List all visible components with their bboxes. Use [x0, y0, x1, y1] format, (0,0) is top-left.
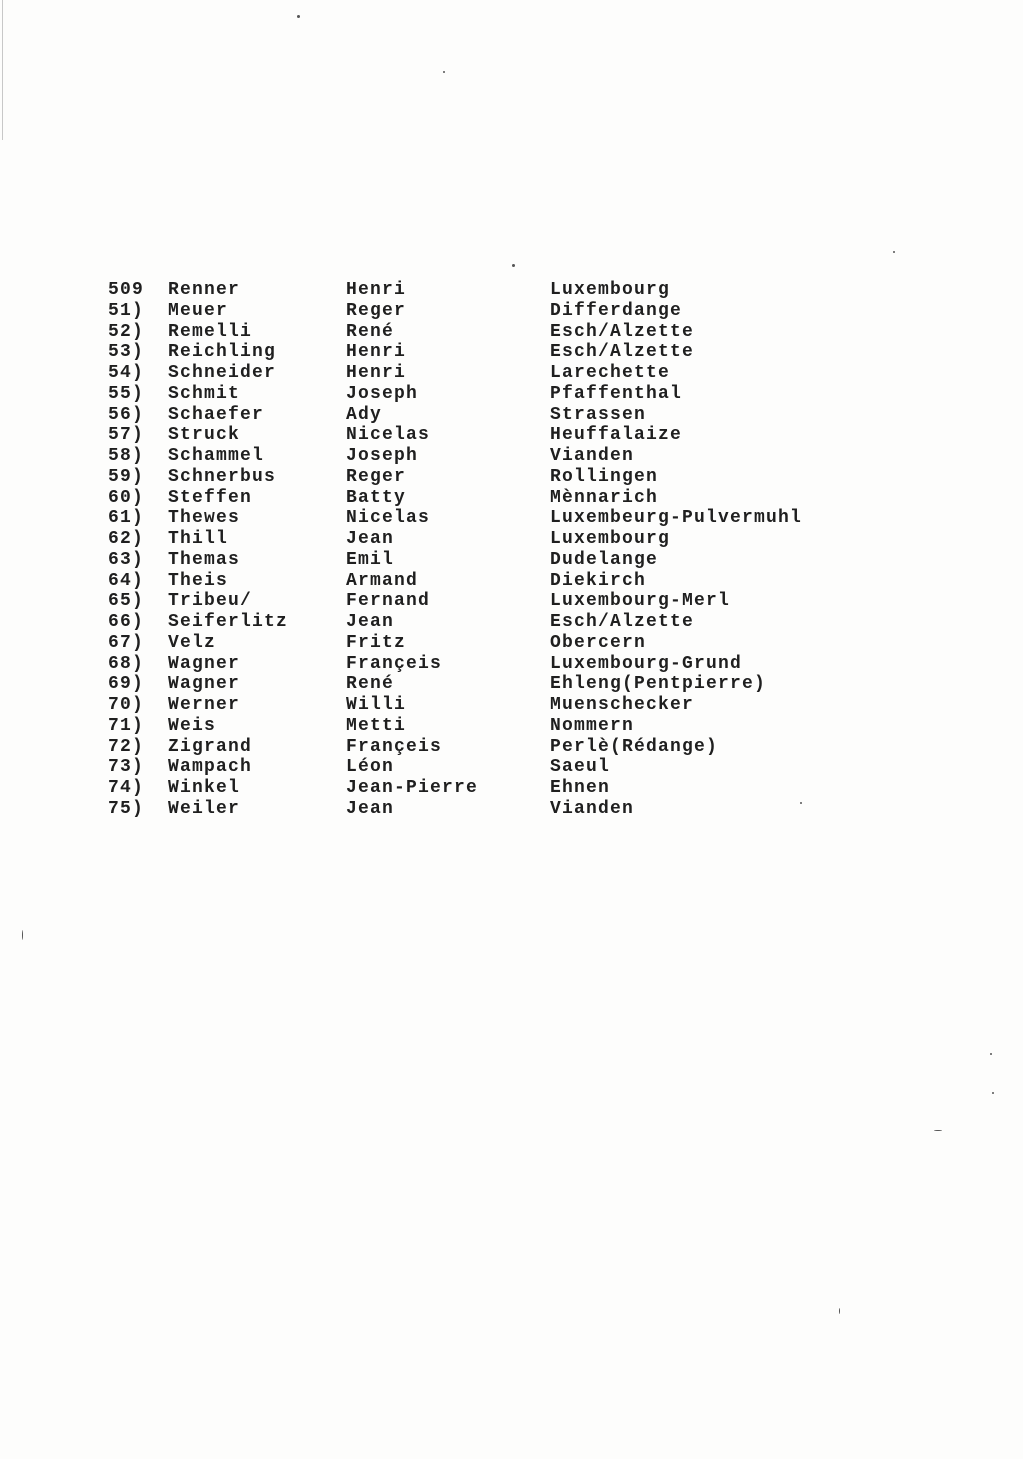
- scan-speck: [839, 1308, 840, 1314]
- entry-number: 52): [108, 321, 145, 342]
- entry-number: 72): [108, 736, 145, 757]
- entry-number: 74): [108, 778, 145, 798]
- entry-surname: Wampach: [168, 757, 253, 778]
- list-item: [108, 508, 828, 529]
- entry-surname: Thewes: [168, 508, 241, 529]
- entry-firstname: Jean: [346, 529, 395, 549]
- entry-firstname: Joseph: [346, 446, 419, 466]
- entry-firstname: Henri: [346, 363, 407, 383]
- entry-surname: Wagner: [168, 674, 241, 695]
- entry-place: Esch/Alzette: [550, 612, 695, 632]
- entry-number: 70): [108, 695, 145, 715]
- entry-place: Luxembourg: [550, 280, 671, 300]
- entry-firstname: René: [346, 674, 395, 695]
- list-item: [108, 488, 828, 509]
- scan-speck: [22, 930, 23, 940]
- entry-surname: Renner: [168, 280, 241, 300]
- entry-firstname: Batty: [346, 487, 407, 508]
- entry-surname: Velz: [168, 632, 217, 653]
- list-item: [108, 654, 828, 675]
- entry-place: Luxembourg: [550, 529, 671, 549]
- entry-firstname: Henri: [346, 342, 407, 363]
- entry-surname: Steffen: [168, 487, 253, 508]
- list-item: [108, 280, 828, 301]
- entry-surname: Remelli: [168, 321, 253, 342]
- entry-place: Muenschecker: [550, 695, 695, 715]
- list-item: [108, 550, 828, 571]
- entry-surname: Werner: [168, 695, 241, 715]
- entry-firstname: Armand: [346, 570, 419, 591]
- list-item: [108, 674, 828, 695]
- entry-place: Heuffalaize: [550, 425, 683, 446]
- entry-place: Luxembourg-Grund: [550, 653, 743, 674]
- entry-number: 71): [108, 715, 145, 736]
- list-item: [108, 363, 828, 384]
- entry-firstname: Françeis: [346, 736, 443, 757]
- list-item: [108, 778, 828, 799]
- entry-surname: Winkel: [168, 778, 241, 798]
- entry-surname: Schmit: [168, 383, 241, 404]
- entry-number: 61): [108, 508, 145, 529]
- entry-surname: Zigrand: [168, 736, 253, 757]
- entry-number: 62): [108, 529, 145, 549]
- scan-speck: [893, 251, 895, 253]
- scan-speck: [443, 71, 445, 73]
- entry-number: 67): [108, 632, 145, 653]
- entry-place: Luxembourg-Merl: [550, 591, 731, 612]
- entry-firstname: Fritz: [346, 632, 407, 653]
- scan-speck: [990, 1053, 992, 1055]
- entry-firstname: Reger: [346, 466, 407, 487]
- list-item: [108, 799, 828, 820]
- entry-number: 55): [108, 383, 145, 404]
- entry-firstname: Nicelas: [346, 508, 431, 529]
- entry-number: 66): [108, 612, 145, 632]
- entry-place: Differdange: [550, 300, 683, 321]
- entry-place: Esch/Alzette: [550, 321, 695, 342]
- entry-firstname: Jean: [346, 798, 395, 819]
- entry-firstname: Joseph: [346, 383, 419, 404]
- entry-surname: Struck: [168, 425, 241, 446]
- page-edge: [2, 0, 3, 140]
- list-item: [108, 405, 828, 426]
- entry-surname: Tribeu/: [168, 591, 253, 612]
- entry-surname: Themas: [168, 549, 241, 570]
- entry-place: Obercern: [550, 632, 647, 653]
- list-item: [108, 633, 828, 654]
- list-item: [108, 342, 828, 363]
- entry-surname: Meuer: [168, 300, 229, 321]
- entry-place: Ehleng(Pentpierre): [550, 674, 767, 695]
- list-item: [108, 425, 828, 446]
- name-list: [108, 280, 828, 820]
- entry-number: 64): [108, 570, 145, 591]
- list-item: [108, 757, 828, 778]
- scan-speck: [297, 15, 300, 18]
- list-item: [108, 529, 828, 550]
- entry-surname: Schnerbus: [168, 466, 277, 487]
- entry-surname: Thill: [168, 529, 229, 549]
- list-item: [108, 446, 828, 467]
- list-item: [108, 467, 828, 488]
- entry-number: 509: [108, 280, 145, 300]
- entry-number: 65): [108, 591, 145, 612]
- entry-place: Esch/Alzette: [550, 342, 695, 363]
- entry-place: Pfaffenthal: [550, 383, 683, 404]
- entry-surname: Seiferlitz: [168, 612, 289, 632]
- entry-number: 75): [108, 798, 145, 819]
- entry-place: Dudelange: [550, 549, 659, 570]
- list-item: [108, 384, 828, 405]
- list-item: [108, 322, 828, 343]
- entry-surname: Schneider: [168, 363, 277, 383]
- entry-place: Saeul: [550, 757, 611, 778]
- list-item: [108, 571, 828, 592]
- entry-number: 73): [108, 757, 145, 778]
- entry-number: 59): [108, 466, 145, 487]
- entry-firstname: Léon: [346, 757, 395, 778]
- entry-surname: Weis: [168, 715, 217, 736]
- entry-surname: Schammel: [168, 446, 265, 466]
- scan-speck: [934, 1130, 942, 1131]
- entry-place: Rollingen: [550, 466, 659, 487]
- entry-firstname: Fernand: [346, 591, 431, 612]
- entry-surname: Schaefer: [168, 404, 265, 425]
- entry-place: Strassen: [550, 404, 647, 425]
- entry-place: Vianden: [550, 798, 635, 819]
- entry-number: 51): [108, 300, 145, 321]
- entry-place: Mènnarich: [550, 487, 659, 508]
- entry-place: Perlè(Rédange): [550, 736, 719, 757]
- entry-firstname: Henri: [346, 280, 407, 300]
- entry-firstname: Jean: [346, 612, 395, 632]
- entry-number: 57): [108, 425, 145, 446]
- entry-number: 56): [108, 404, 145, 425]
- scan-speck: [992, 1092, 994, 1094]
- entry-surname: Weiler: [168, 798, 241, 819]
- entry-firstname: Reger: [346, 300, 407, 321]
- scan-speck: [512, 264, 515, 267]
- list-item: [108, 301, 828, 322]
- entry-firstname: Nicelas: [346, 425, 431, 446]
- list-item: [108, 695, 828, 716]
- entry-firstname: Françeis: [346, 653, 443, 674]
- entry-number: 53): [108, 342, 145, 363]
- entry-number: 63): [108, 549, 145, 570]
- list-item: [108, 591, 828, 612]
- entry-surname: Reichling: [168, 342, 277, 363]
- entry-firstname: Ady: [346, 404, 383, 425]
- entry-place: Nommern: [550, 715, 635, 736]
- entry-place: Diekirch: [550, 570, 647, 591]
- list-item: [108, 612, 828, 633]
- entry-firstname: Jean-Pierre: [346, 778, 479, 798]
- list-item: [108, 737, 828, 758]
- entry-firstname: Willi: [346, 695, 407, 715]
- entry-number: 58): [108, 446, 145, 466]
- entry-number: 54): [108, 363, 145, 383]
- entry-surname: Theis: [168, 570, 229, 591]
- entry-firstname: Metti: [346, 715, 407, 736]
- entry-firstname: René: [346, 321, 395, 342]
- entry-number: 60): [108, 487, 145, 508]
- entry-place: Ehnen: [550, 778, 611, 798]
- entry-place: Luxembeurg-Pulvermuhl: [550, 508, 803, 529]
- entry-place: Larechette: [550, 363, 671, 383]
- entry-place: Vianden: [550, 446, 635, 466]
- list-item: [108, 716, 828, 737]
- entry-surname: Wagner: [168, 653, 241, 674]
- entry-number: 69): [108, 674, 145, 695]
- entry-number: 68): [108, 653, 145, 674]
- entry-firstname: Emil: [346, 549, 395, 570]
